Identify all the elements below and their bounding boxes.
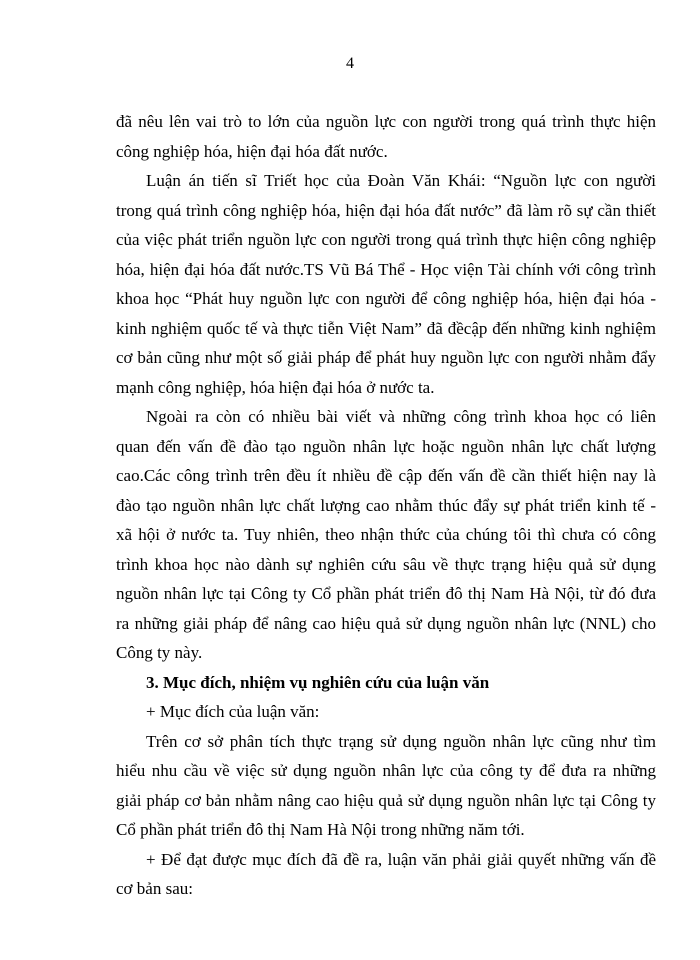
paragraph: [116, 697, 656, 727]
text-line: cao.Các công trình trên đều ít nhiều đề cập đến vấn đề cần thiết hiện nay là: [116, 466, 656, 485]
text-line: Luận án tiến sĩ Triết học của Đoàn Văn Khái: “Nguồn lực con người: [146, 171, 656, 190]
text-line: + Mục đích của luận văn:: [146, 702, 320, 721]
text-line: đã nêu lên vai trò to lớn của nguồn lực con người trong quá trình thực hiện: [116, 112, 656, 131]
paragraph: [116, 107, 656, 166]
text-line: xã hội ở nước ta. Tuy nhiên, theo nhận thức của chúng tôi thì chưa có công: [116, 525, 656, 544]
text-line: Công ty này.: [116, 643, 203, 662]
text-line: quan đến vấn đề đào tạo nguồn nhân lực hoặc nguồn nhân lực chất lượng: [116, 436, 656, 456]
paragraph: [116, 845, 656, 904]
text-line: nguồn nhân lực tại Công ty Cổ phần phát triển đô thị Nam Hà Nội, từ đó đưa: [116, 584, 656, 603]
paragraph: [116, 402, 656, 668]
text-line: của việc phát triển nguồn lực con người trong quá trình thực hiện công nghiệp: [116, 230, 656, 249]
text-line: đào tạo nguồn nhân lực chất lượng cao nhằm thúc đẩy sự phát triển kinh tế -: [116, 495, 656, 515]
paragraph: [116, 727, 656, 845]
page-number: 4: [346, 55, 354, 72]
text-line: kinh nghiệm quốc tế và thực tiễn Việt Nam” đã đềcập đến những kinh nghiệm: [116, 318, 656, 338]
text-line: khoa học “Phát huy nguồn lực con người để công nghiệp hóa, hiện đại hóa -: [116, 289, 656, 308]
text-line: trình khoa học nào dành sự nghiên cứu sâu về thực trạng hiệu quả sử dụng: [116, 554, 656, 574]
text-line: giải pháp cơ bản nhằm nâng cao hiệu quả sử dụng nguồn nhân lực tại Công ty: [116, 790, 656, 810]
text-line: Cổ phần phát triển đô thị Nam Hà Nội trong những năm tới.: [116, 820, 525, 839]
paragraph: [116, 166, 656, 402]
text-line: trong quá trình công nghiệp hóa, hiện đại hóa đất nước” đã làm rõ sự cần thiết: [116, 200, 656, 220]
text-line: cơ bản cũng như một số giải pháp để phát huy nguồn lực con người nhằm đẩy: [116, 348, 656, 367]
text-line: ra những giải pháp để nâng cao hiệu quả sử dụng nguồn nhân lực (NNL) cho: [116, 613, 656, 633]
text-line: Ngoài ra còn có nhiều bài viết và những công trình khoa học có liên: [146, 407, 656, 426]
document-body: [116, 107, 656, 904]
text-line: Trên cơ sở phân tích thực trạng sử dụng nguồn nhân lực cũng như tìm: [146, 731, 656, 751]
section-heading: [116, 668, 656, 698]
text-line: công nghiệp hóa, hiện đại hóa đất nước.: [116, 141, 388, 161]
text-line: + Để đạt được mục đích đã đề ra, luận văn phải giải quyết những vấn đề: [146, 849, 656, 869]
text-line: cơ bản sau:: [116, 879, 193, 898]
text-line: mạnh công nghiệp, hóa hiện đại hóa ở nước ta.: [116, 377, 435, 397]
text-line: hiểu nhu cầu về việc sử dụng nguồn nhân lực của công ty để đưa ra những: [116, 761, 656, 780]
text-line: hóa, hiện đại hóa đất nước.TS Vũ Bá Thể - Học viện Tài chính với công trình: [116, 259, 656, 279]
text-line: 3. Mục đích, nhiệm vụ nghiên cứu của luận văn: [146, 672, 490, 692]
